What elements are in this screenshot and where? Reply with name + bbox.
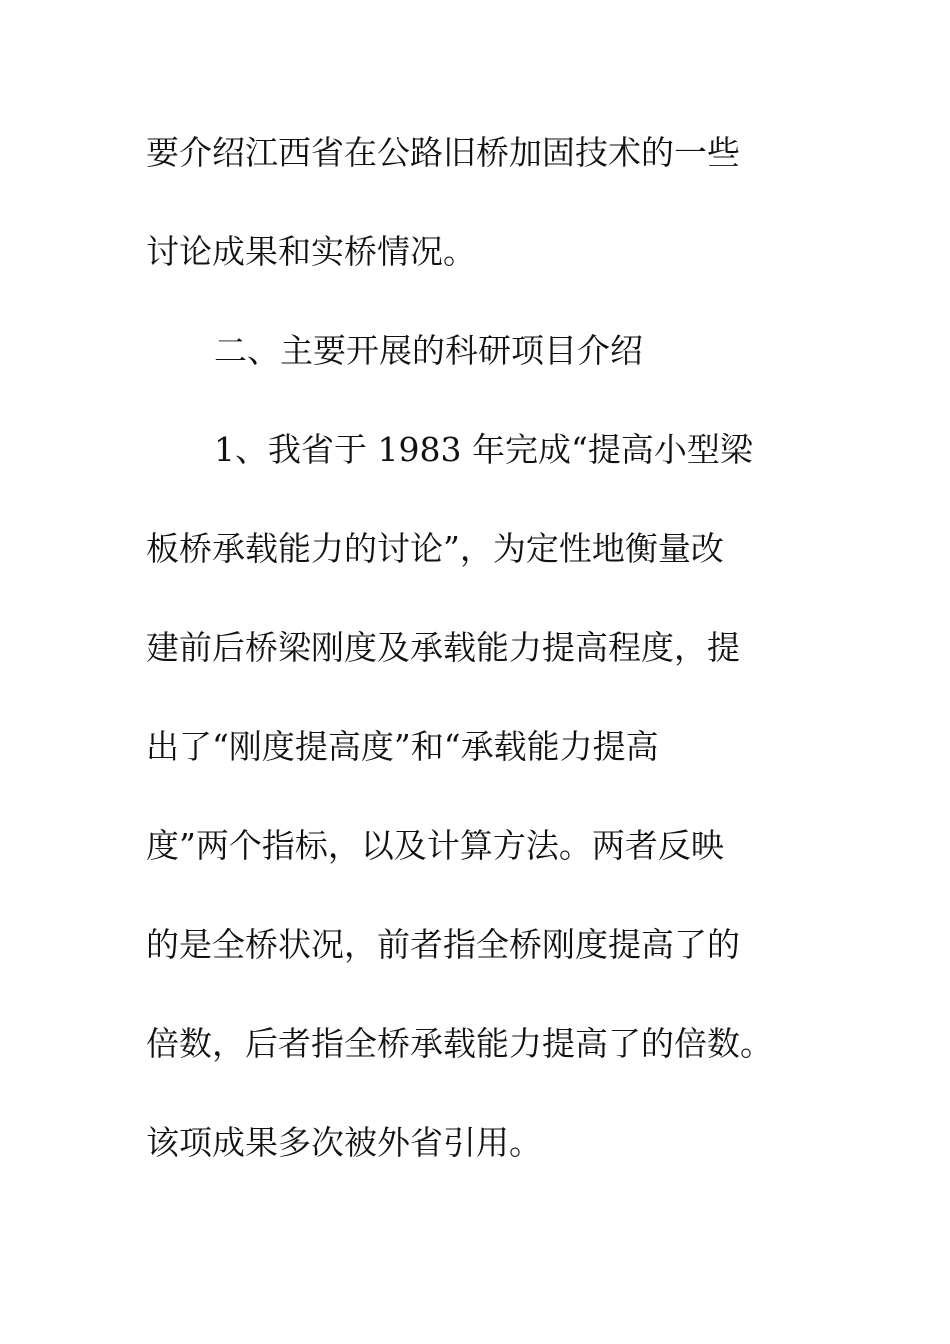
- paragraph-line-7: 度”两个指标，以及计算方法。两者反映: [146, 826, 724, 865]
- paragraph-line-2: 讨论成果和实桥情况。: [146, 232, 476, 271]
- paragraph-line-10: 该项成果多次被外省引用。: [146, 1123, 542, 1162]
- paragraph-line-3: 1、我省于 1983 年完成“提高小型梁: [214, 430, 753, 469]
- paragraph-line-9: 倍数，后者指全桥承载能力提高了的倍数。: [146, 1024, 773, 1063]
- paragraph-line-5: 建前后桥梁刚度及承载能力提高程度，提: [146, 628, 740, 667]
- section-heading: 二、主要开展的科研项目介绍: [214, 331, 643, 370]
- paragraph-line-6: 出了“刚度提高度”和“承载能力提高: [146, 727, 659, 766]
- paragraph-line-8: 的是全桥状况，前者指全桥刚度提高了的: [146, 925, 740, 964]
- paragraph-line-1: 要介绍江西省在公路旧桥加固技术的一些: [146, 133, 740, 172]
- paragraph-line-4: 板桥承载能力的讨论”，为定性地衡量改: [146, 529, 724, 568]
